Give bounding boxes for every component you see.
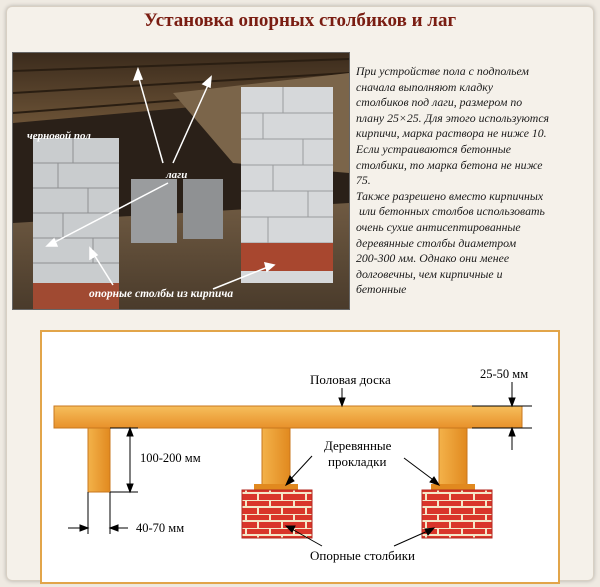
text-line: долговечны, чем кирпичные и xyxy=(356,266,503,281)
text-line: плану 25×25. Для этого используются xyxy=(356,110,550,125)
floor-diagram xyxy=(42,332,558,582)
label-post-width: 40-70 мм xyxy=(136,521,185,535)
label-pillars-diagram: Опорные столбики xyxy=(310,548,415,563)
label-floorboard: Половая доска xyxy=(310,372,391,387)
text-line: Также разрешено вместо кирпичных xyxy=(356,188,544,203)
text-line: столбиков под лаги, размером по xyxy=(356,95,523,110)
text-line: кирпичи, марка раствора не ниже 10. xyxy=(356,126,547,141)
label-subfloor: черновой пол xyxy=(27,130,91,142)
description-text xyxy=(356,64,596,298)
diagram-panel xyxy=(40,330,560,584)
label-pads-line1: Деревянные xyxy=(324,438,392,453)
pillar-right xyxy=(241,87,333,283)
text-line: Если устраиваются бетонные xyxy=(356,141,511,156)
page-title: Установка опорных столбиков и лаг xyxy=(143,10,457,31)
text-line: При устройстве пола с подпольем xyxy=(356,64,529,78)
floor-board xyxy=(54,406,522,428)
construction-photo xyxy=(12,52,350,310)
text-line: или бетонных столбов использовать xyxy=(356,204,545,219)
post-left xyxy=(88,428,110,492)
wood-pad-middle xyxy=(254,484,298,490)
pillar-left xyxy=(33,138,119,309)
label-post-height: 100-200 мм xyxy=(140,451,201,465)
text-line: деревянные столбы диаметром xyxy=(356,235,517,250)
post-right xyxy=(439,428,467,490)
text-line: 75. xyxy=(356,173,371,188)
label-joists: лаги xyxy=(166,169,188,181)
label-pillars: опорные столбы из кирпича xyxy=(89,288,234,300)
text-line: столбики, то марка бетона не ниже xyxy=(356,157,543,172)
text-line: бетонные xyxy=(356,282,407,297)
label-thickness: 25-50 мм xyxy=(480,367,529,381)
text-line: сначала выполняют кладку xyxy=(356,79,494,94)
text-line: очень сухие антисептированные xyxy=(356,219,521,234)
label-pads-line2: прокладки xyxy=(328,454,387,469)
text-line: 200-300 мм. Однако они менее xyxy=(356,251,510,266)
brick-pillar-middle xyxy=(242,490,312,538)
post-middle xyxy=(262,428,290,490)
brick-pillar-right xyxy=(422,490,492,538)
